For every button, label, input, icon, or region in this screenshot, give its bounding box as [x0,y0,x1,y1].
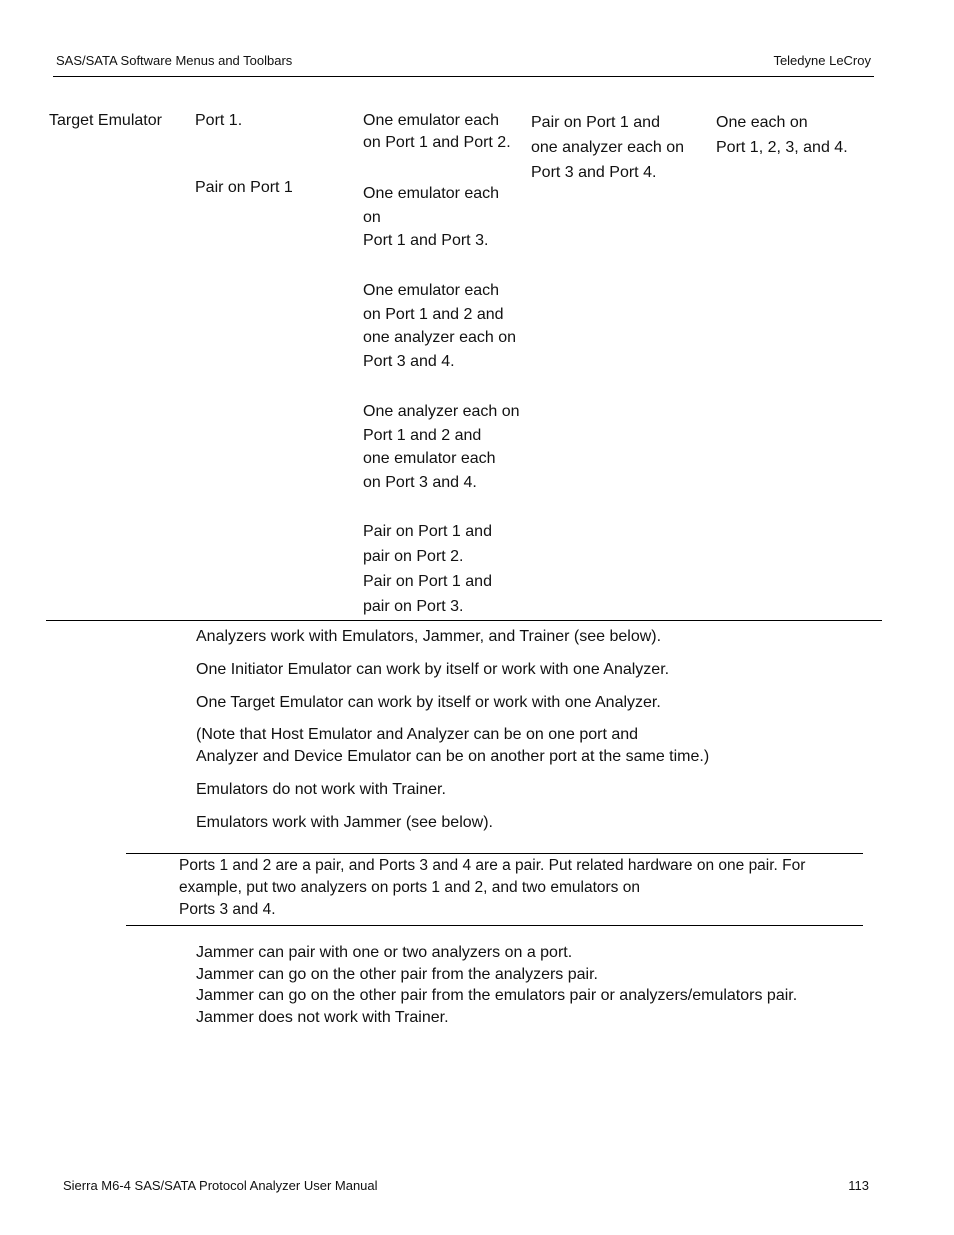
rule-6: Emulators work with Jammer (see below). [196,814,493,831]
text-line: (Note that Host Emulator and Analyzer can be on one port and [196,726,639,743]
text-line: Analyzer and Device Emulator can be on another port at the same time.) [196,748,710,765]
note-top-rule [126,853,863,854]
text-line: example, put two analyzers on ports 1 and 2, and two emulators on [179,879,640,896]
col1-line-1: Port 1. [195,112,243,129]
text-line: Jammer can pair with one or two analyzers on a port. [196,944,573,961]
rule-3: One Target Emulator can work by itself or work with one Analyzer. [196,694,661,711]
rule-1: Analyzers work with Emulators, Jammer, and Trainer (see below). [196,628,662,645]
text-line: pair on Port 3. [363,598,464,615]
text-line: Ports 3 and 4. [179,901,276,918]
rule-5: Emulators do not work with Trainer. [196,781,446,798]
page-number: 113 [848,1178,869,1193]
col4-block [716,110,848,160]
text-line: Port 3 and Port 4. [531,164,657,181]
text-line: Ports 1 and 2 are a pair, and Ports 3 and 4 are a pair. Put related hardware on one pair. For [179,857,806,874]
text-line: Port 1, 2, 3, and 4. [716,139,848,156]
header-company: Teledyne LeCroy [773,53,871,68]
text-line: Jammer does not work with Trainer. [196,1009,449,1027]
col2-block-3 [363,279,516,373]
header-title: SAS/SATA Software Menus and Toolbars [56,53,293,68]
text-line: Port 1 and 2 and [363,426,482,444]
col3-block [531,110,684,185]
col2-block-5 [363,519,492,619]
text-line: one emulator each [363,450,496,467]
note-text [179,855,805,921]
text-line: Pair on Port 1 and [363,573,492,590]
text-line: One analyzer each on [363,403,520,420]
rule-4-note [196,724,709,768]
note-bottom-rule [126,925,863,926]
col1-line-2: Pair on Port 1 [195,179,293,196]
text-line: Port 1 and Port 3. [363,232,489,249]
text-line: one analyzer each on [531,139,684,156]
text-line: Jammer can go on the other pair from the analyzers pair. [196,965,598,983]
col2-block-1 [363,110,511,154]
text-line: One emulator each [363,185,500,202]
text-line: Jammer can go on the other pair from the emulators pair or analyzers/emulators pair. [196,987,798,1005]
text-line: on Port 1 and Port 2. [363,134,511,151]
text-line: on Port 3 and 4. [363,473,477,491]
text-line: pair on Port 2. [363,548,464,565]
text-line: on [363,208,381,226]
text-line: One each on [716,114,808,131]
jammer-rules [196,942,797,1029]
col2-block-2 [363,182,499,253]
table-bottom-rule [46,620,882,621]
text-line: one analyzer each on [363,329,516,346]
col2-block-4 [363,400,520,494]
header-rule [53,76,874,77]
text-line: Port 3 and 4. [363,352,455,370]
footer-title: Sierra M6-4 SAS/SATA Protocol Analyzer User Manual [63,1178,378,1193]
text-line: One emulator each [363,112,500,129]
rule-2: One Initiator Emulator can work by itself or work with one Analyzer. [196,661,670,678]
text-line: Pair on Port 1 and [363,523,492,540]
text-line: One emulator each [363,282,500,299]
text-line: Pair on Port 1 and [531,114,660,131]
text-line: on Port 1 and 2 and [363,305,504,323]
row-label: Target Emulator [49,112,162,129]
